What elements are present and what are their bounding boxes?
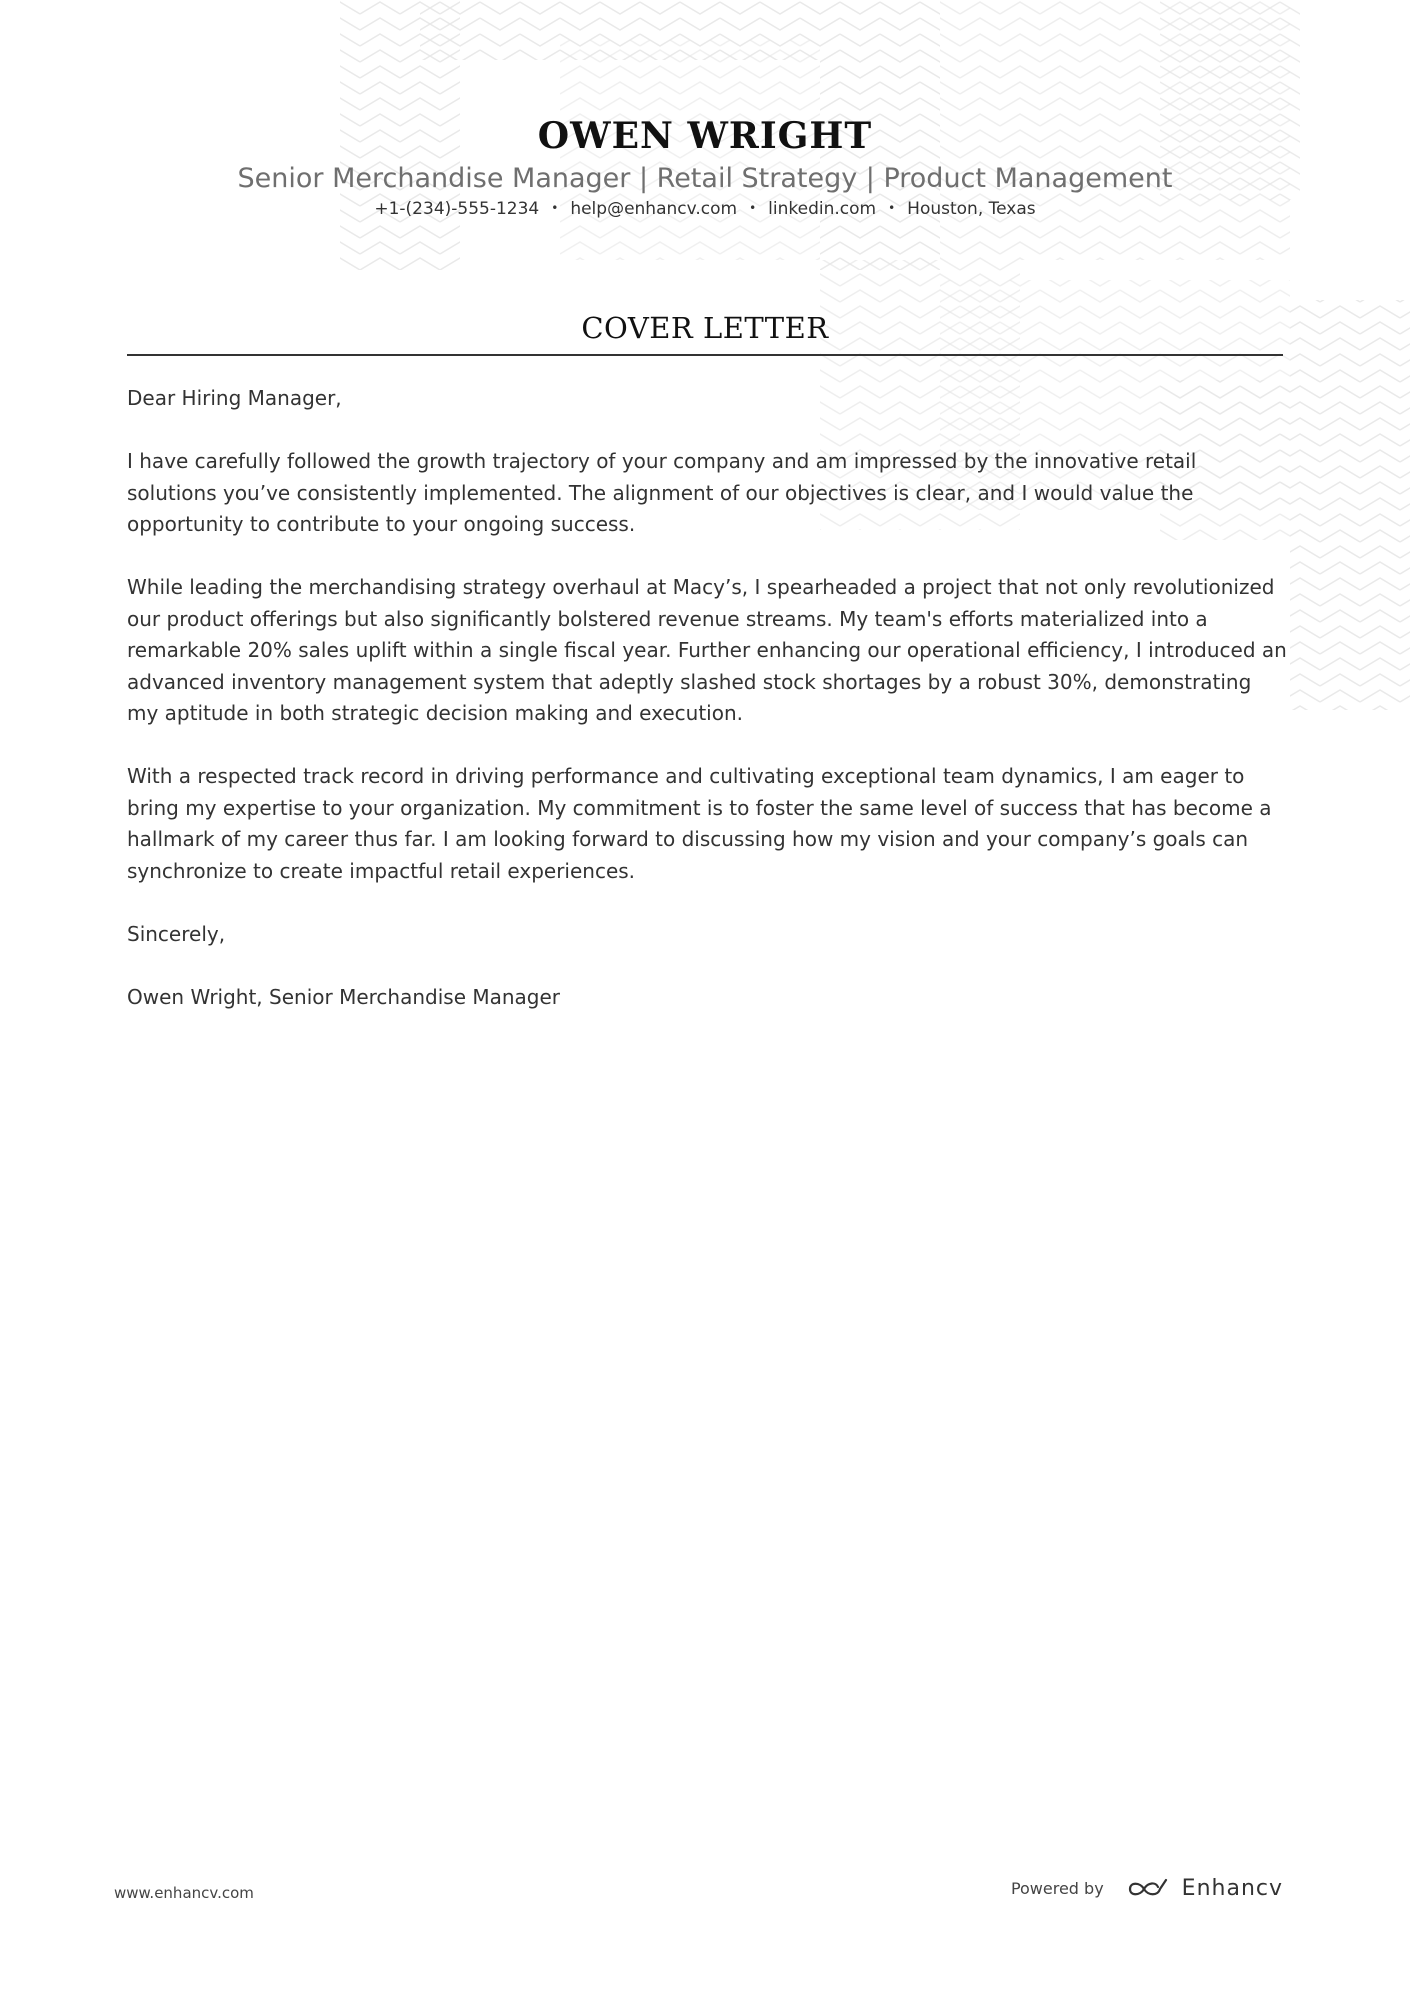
powered-by-label: Powered by xyxy=(1010,1879,1104,1898)
contact-separator: • xyxy=(551,201,559,215)
letter-paragraph: I have carefully followed the growth trajectory of your company and am impressed by the innovative retail solutions you’ve consistently implemented. The alignment of our objectives is clear, and I would value the opportunity to contribute to your ongoing success. xyxy=(127,449,1197,536)
section-title: COVER LETTER xyxy=(581,311,829,345)
contact-phone[interactable]: +1-(234)-555-1234 xyxy=(374,199,540,219)
brand-logo xyxy=(1126,1876,1283,1901)
letter-closing: Sincerely, xyxy=(127,921,226,946)
letter-paragraph: With a respected track record in driving performance and cultivating exceptional team dynamics, I am eager to bring my expertise to your organization. My commitment is to foster the same level of success that has become a hallmark of my career thus far. I am looking forward to discussing how my vision and your company’s goals can synchronize to create impactful retail experiences. xyxy=(127,764,1272,883)
candidate-subtitle: Senior Merchandise Manager | Retail Strategy | Product Management xyxy=(237,163,1173,194)
contact-separator: • xyxy=(749,201,757,215)
footer-website-link[interactable]: www.enhancv.com xyxy=(114,1884,254,1902)
enhancv-logo-icon xyxy=(1126,1877,1172,1901)
contact-line xyxy=(0,196,1410,221)
letter-greeting: Dear Hiring Manager, xyxy=(127,386,342,410)
letter-signature: Owen Wright, Senior Merchandise Manager xyxy=(127,984,561,1009)
contact-separator: • xyxy=(888,201,896,215)
letter-paragraph: While leading the merchandising strategy overhaul at Macy’s, I spearheaded a project that not only revolutionized our product offerings but also significantly bolstered revenue streams. My team's efforts materialized into a remarkable 20% sales uplift within a single fiscal year. Further enhancing our operational efficiency, I introduced an advanced inventory management system that adeptly slashed stock shortages by a robust 30%, demonstrating my aptitude in both strategic decision making and execution. xyxy=(127,575,1287,725)
section-divider xyxy=(127,354,1283,356)
contact-email[interactable]: help@enhancv.com xyxy=(570,199,738,219)
brand-name: Enhancv xyxy=(1181,1876,1283,1901)
candidate-name: OWEN WRIGHT xyxy=(537,115,873,157)
letter-body xyxy=(127,383,1287,1045)
resume-header xyxy=(0,114,1410,221)
powered-by-badge[interactable] xyxy=(1011,1876,1283,1901)
contact-linkedin[interactable]: linkedin.com xyxy=(768,199,877,219)
contact-location: Houston, Texas xyxy=(907,199,1036,219)
